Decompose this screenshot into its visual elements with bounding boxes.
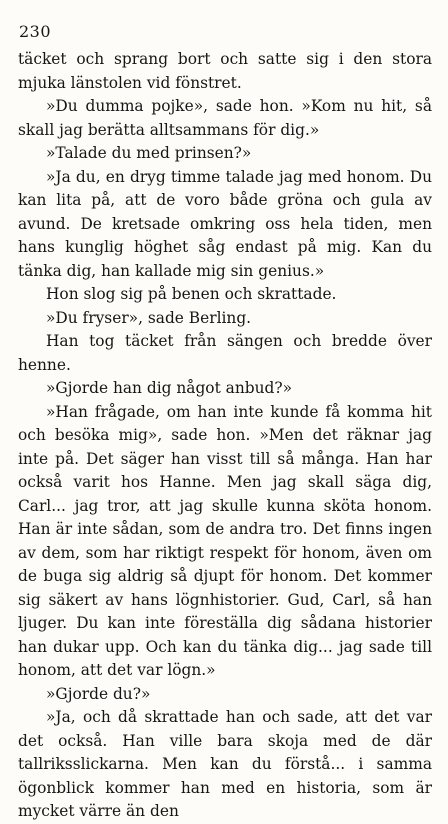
paragraph: »Gjorde han dig något anbud?»: [46, 379, 293, 397]
paragraph: »Talade du med prinsen?»: [46, 144, 252, 162]
paragraph: »Han frågade, om han inte kunde få komma hit och besöka mig», sade hon. »Men det räknar jag inte på. Det säger han visst till så många. Han har också varit hos Hanne. Men jag skall säga dig, Carl... jag tror, att jag skulle kunna sköta honom. Han är inte sådan, som de andra tro. Det finns ingen av dem, som har riktigt respekt för honom, även om de buga sig aldrig så djupt för honom. Det kommer sig säkert av hans lögnhistorier. Gud, Carl, så han ljuger. Du kan inte föreställa dig sådana historier han dukar upp. Och kan du tänka dig... jag sade till honom, att det var lögn.»: [18, 402, 432, 679]
paragraph: täcket och sprang bort och satte sig i den stora mjuka länstolen vid fönstret.: [18, 50, 432, 92]
paragraph: Hon slog sig på benen och skrattade.: [46, 285, 337, 303]
paragraph: Han tog täcket från sängen och bredde över henne.: [18, 332, 432, 374]
paragraph: »Du fryser», sade Berling.: [46, 308, 252, 327]
paragraph: »Ja, och då skrattade han och sade, att det var det också. Han ville bara skoja med de där tallriksslickarna. Men kan du förstå... i samma ögonblick kommer han med en historia, som är mycket värre än den: [18, 708, 432, 820]
page-body: [18, 48, 432, 824]
paragraph: »Du dumma pojke», sade hon. »Kom nu hit, så skall jag berätta alltsammans för dig.»: [18, 97, 432, 139]
page-number: 230: [19, 22, 52, 41]
paragraph: »Ja du, en dryg timme talade jag med honom. Du kan lita på, att de voro både gröna och gula av avund. De kretsade omkring oss hela tiden, men hans kunglig höghet såg endast på mig. Kan du tänka dig, han kallade mig sin genius.»: [18, 167, 432, 280]
paragraph: »Gjorde du?»: [46, 684, 151, 703]
